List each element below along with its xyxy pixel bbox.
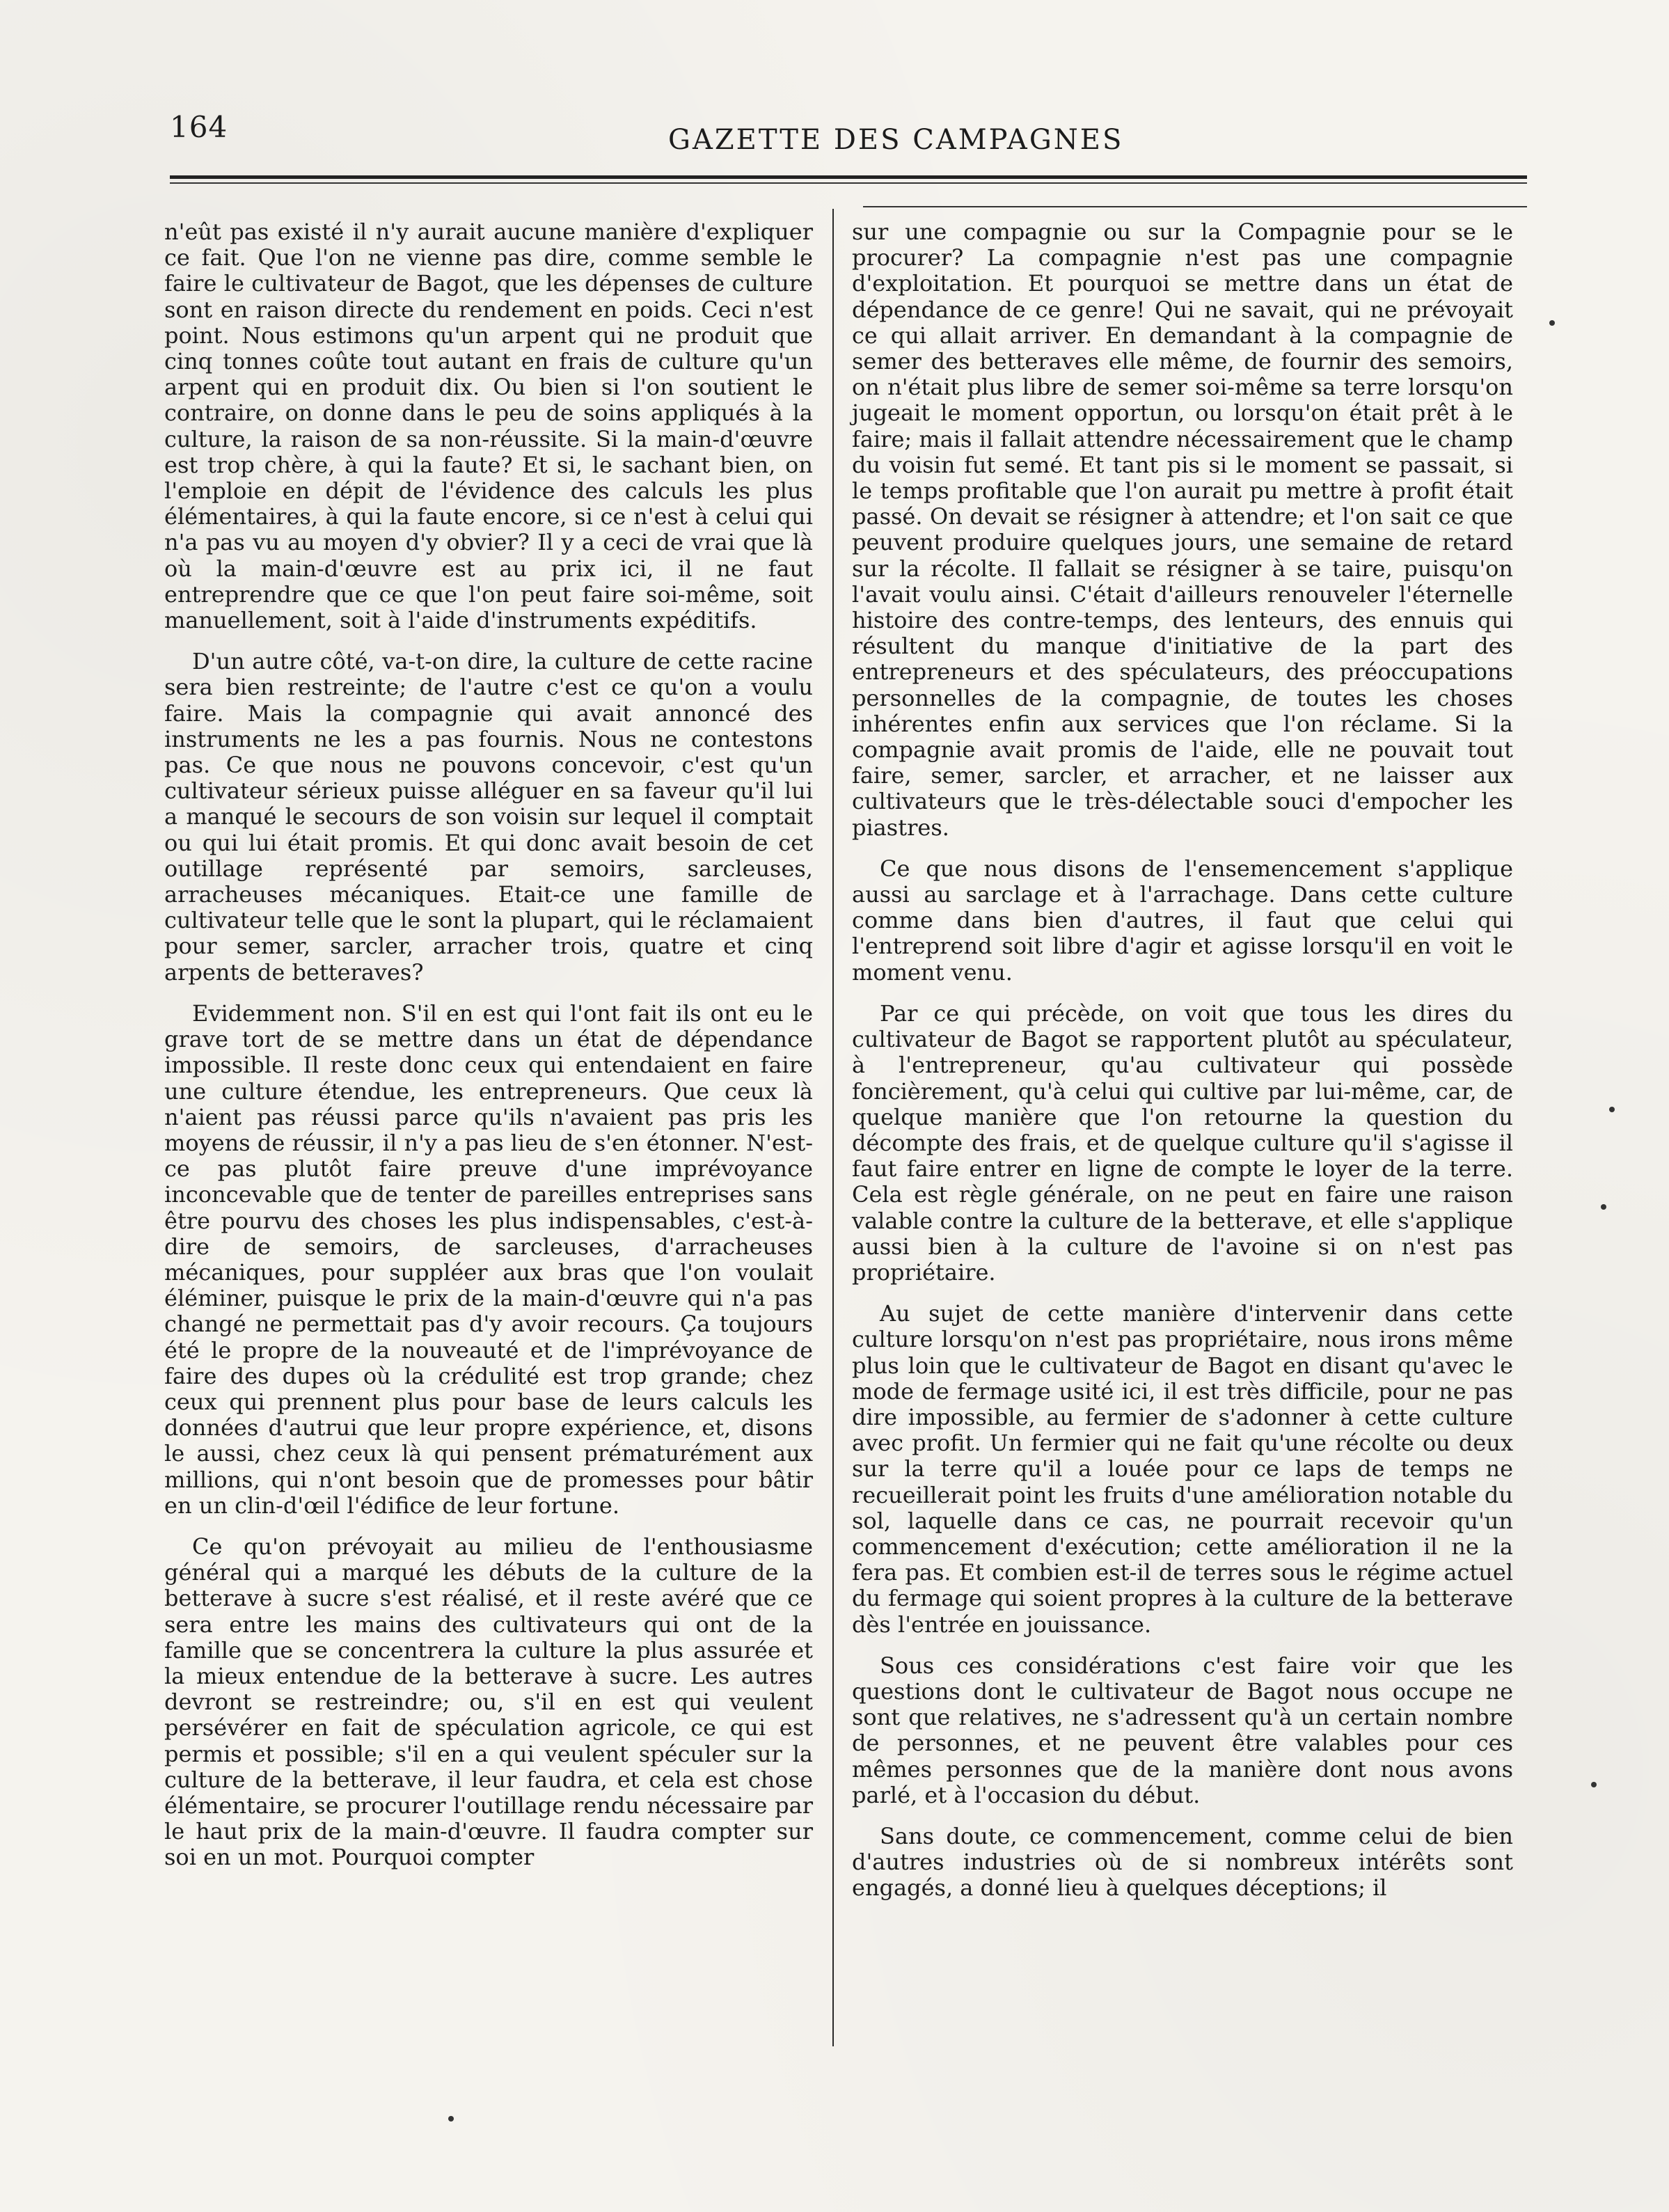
right-paragraph-5: Sous ces considérations c'est faire voir que les questions dont le cultivateur de Bagot nous occupe ne sont que relatives, ne s'adressent qu'à un certain nombre de personnes, et ne peuvent être valables pour ces mêmes personnes que de la manière dont nous avons parlé, et à l'occasion du début.	[852, 1652, 1513, 1808]
page-number: 164	[170, 110, 228, 144]
right-paragraph-2: Ce que nous disons de l'ensemencement s'applique aussi au sarclage et à l'arrachage. Dans cette culture comme dans bien d'autres, il faut que celui qui l'entreprend soit libre d'agir et agisse lorsqu'il en voit le moment venu.	[852, 855, 1513, 986]
right-column-top-rule	[863, 206, 1527, 207]
margin-speck	[448, 2116, 454, 2122]
left-paragraph-2: D'un autre côté, va-t-on dire, la culture de cette racine sera bien restreinte; de l'autre c'est ce qu'on a voulu faire. Mais la compagnie qui avait annoncé des instruments ne les a pas fournis. Nous ne contestons pas. Ce que nous ne pouvons concevoir, c'est qu'un cultivateur sérieux puisse alléguer en sa faveur qu'il lui a manqué le secours de son voisin sur lequel il comptait ou qui lui était promis. Et qui donc avait besoin de cet outillage représenté par semoirs, sarcleuses, arracheuses mécaniques. Etait-ce une famille de cultivateur telle que le sont la plupart, qui le réclamaient pour semer, sarcler, arracher trois, quatre et cinq arpents de betteraves?	[164, 648, 813, 986]
right-paragraph-4: Au sujet de cette manière d'intervenir dans cette culture lorsqu'on n'est pas propriétaire, nous irons même plus loin que le cultivateur de Bagot en disant qu'avec le mode de fermage usité ici, il est très difficile, pour ne pas dire impossible, au fermier de s'adonner à cette culture avec profit. Un fermier qui ne fait qu'une récolte ou deux sur la terre qu'il a louée pour ce laps de temps ne recueillerait point les fruits d'une amélioration notable du sol, laquelle dans ce cas, ne pourrait recevoir qu'un commencement d'exécution; cette amélioration il ne la fera pas. Et combien est-il de terres sous le régime actuel du fermage qui soient propres à la culture de la betterave dès l'entrée en jouissance.	[852, 1300, 1513, 1638]
right-paragraph-6: Sans doute, ce commencement, comme celui de bien d'autres industries où de si nombreux intérêts sont engagés, a donné lieu à quelques déceptions; il	[852, 1822, 1513, 1902]
margin-speck	[1601, 1204, 1606, 1210]
left-paragraph-4: Ce qu'on prévoyait au milieu de l'enthousiasme général qui a marqué les débuts de la culture de la betterave à sucre s'est réalisé, et il reste avéré que ce sera entre les mains des cultivateurs qui ont de la famille que se concentrera la culture la plus assurée et la mieux entendue de la betterave à sucre. Les autres devront se restreindre; ou, s'il en est qui veulent persévérer en fait de spéculation agricole, ce qui est permis et possible; s'il en a qui veulent spéculer sur la culture de la betterave, il leur faudra, et cela est chose élémentaire, se procurer l'outillage rendu nécessaire par le haut prix de la main-d'œuvre. Il faudra compter sur soi en un mot. Pourquoi compter	[164, 1533, 813, 1871]
margin-speck	[1591, 1782, 1597, 1787]
header-rule-thin	[170, 182, 1527, 184]
right-column	[852, 219, 1513, 1917]
left-paragraph-1: n'eût pas existé il n'y aurait aucune manière d'expliquer ce fait. Que l'on ne vienne pas dire, comme semble le faire le cultivateur de Bagot, que les dépenses de culture sont en raison directe du rendement en poids. Ceci n'est point. Nous estimons qu'un arpent qui ne produit que cinq tonnes coûte tout autant en frais de culture qu'un arpent qui en produit dix. Ou bien si l'on soutient le contraire, on donne dans le peu de soins appliqués à la culture, la raison de sa non-réussite. Si la main-d'œuvre est trop chère, à qui la faute? Et si, le sachant bien, on l'emploie en dépit de l'évidence des calculs les plus élémentaires, à qui la faute encore, si ce n'est à celui qui n'a pas vu au moyen d'y obvier? Il y a ceci de vrai que là où la main-d'œuvre est au prix ici, il ne faut entreprendre que ce que l'on peut faire soi-même, soit manuellement, soit à l'aide d'instruments expéditifs.	[164, 219, 813, 634]
left-column	[164, 219, 813, 1886]
right-paragraph-3: Par ce qui précède, on voit que tous les dires du cultivateur de Bagot se rapportent plutôt au spéculateur, à l'entrepreneur, qu'au cultivateur qui possède foncièrement, qu'à celui qui cultive par lui-même, car, de quelque manière que l'on retourne la question du décompte des frais, et de quelque culture qu'il s'agisse il faut faire entrer en ligne de compte le loyer de la terre. Cela est règle générale, on ne peut en faire une raison valable contre la culture de la betterave, et elle s'applique aussi bien à la culture de l'avoine si on n'est pas propriétaire.	[852, 1000, 1513, 1286]
margin-speck	[1549, 320, 1555, 326]
header-rule-thick	[170, 175, 1527, 179]
margin-speck	[1609, 1107, 1615, 1112]
right-paragraph-1: sur une compagnie ou sur la Compagnie pour se le procurer? La compagnie n'est pas une compagnie d'exploitation. Et pourquoi se mettre dans un état de dépendance de ce genre! Qui ne savait, qui ne prévoyait ce qui allait arriver. En demandant à la compagnie de semer des betteraves elle même, de fournir des semoirs, on n'était plus libre de semer soi-même sa terre lorsqu'on jugeait le moment opportun, ou lorsqu'on était prêt à le faire; mais il fallait attendre nécessairement que le champ du voisin fut semé. Et tant pis si le moment se passait, si le temps profitable que l'on aurait pu mettre à profit était passé. On devait se résigner à attendre; et l'on sait ce que peuvent produire quelques jours, une semaine de retard sur la récolte. Il fallait se résigner à se taire, puisqu'on l'avait voulu ainsi. C'était d'ailleurs renouveler l'éternelle histoire des contre-temps, des lenteurs, des ennuis qui résultent du manque d'initiative de la part des entrepreneurs et des spéculateurs, des préoccupations personnelles de la compagnie, de toutes les choses inhérentes enfin aux services que l'on réclame. Si la compagnie avait promis de l'aide, elle ne pouvait tout faire, semer, sarcler, et arracher, et ne laisser aux cultivateurs que le très-délectable souci d'empocher les piastres.	[852, 219, 1513, 841]
running-title: GAZETTE DES CAMPAGNES	[668, 124, 1124, 156]
column-divider	[832, 209, 834, 2046]
left-paragraph-3: Evidemment non. S'il en est qui l'ont fait ils ont eu le grave tort de se mettre dans un état de dépendance impossible. Il reste donc ceux qui entendaient en faire une culture étendue, les entrepreneurs. Que ceux là n'aient pas réussi parce qu'ils n'avaient pas pris les moyens de réussir, il n'y a pas lieu de s'en étonner. N'est-ce pas plutôt faire preuve d'une imprévoyance inconcevable que de tenter de pareilles entreprises sans être pourvu des choses les plus indispensables, c'est-à-dire de semoirs, de sarcleuses, d'arracheuses mécaniques, pour suppléer aux bras que l'on voulait éléminer, puisque le prix de la main-d'œuvre qui n'a pas changé ne permettait pas d'y avoir recours. Ça toujours été le propre de la nouveauté et de l'imprévoyance de faire des dupes où la crédulité est trop grande; chez ceux qui prennent plus pour base de leurs calculs les données d'autrui que leur propre expérience, et, disons le aussi, chez ceux là qui pensent prématurément aux millions, qui n'ont besoin que de promesses pour bâtir en un clin-d'œil l'édifice de leur fortune.	[164, 1000, 813, 1519]
